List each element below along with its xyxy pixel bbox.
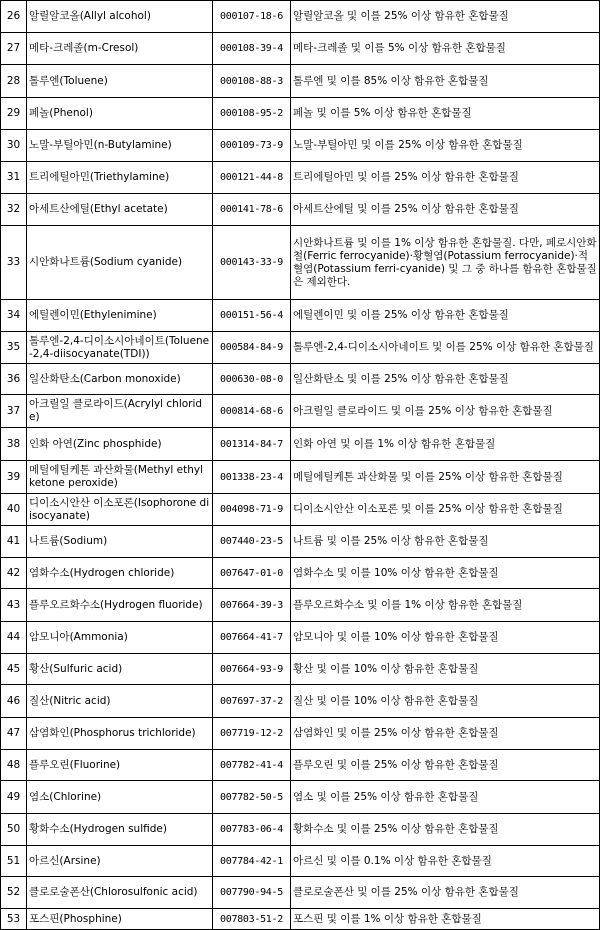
table-row bbox=[1, 718, 600, 750]
table-row bbox=[1, 98, 600, 130]
mixture-description: 플루오린 및 이를 25% 이상 함유한 혼합물질 bbox=[291, 750, 600, 781]
row-number: 52 bbox=[1, 877, 27, 909]
cas-number: 000121-44-8 bbox=[213, 162, 291, 194]
chemical-name: 디이소시안산 이소포론(Isophorone diisocyanate) bbox=[27, 494, 213, 526]
row-number: 38 bbox=[1, 428, 27, 461]
chemical-name: 아세트산에틸(Ethyl acetate) bbox=[27, 194, 213, 226]
chemical-name: 트리에틸아민(Triethylamine) bbox=[27, 162, 213, 194]
mixture-description: 아크릴일 클로라이드 및 이를 25% 이상 함유한 혼합물질 bbox=[291, 395, 600, 428]
row-number: 48 bbox=[1, 750, 27, 781]
cas-number: 000108-88-3 bbox=[213, 65, 291, 98]
table-row bbox=[1, 781, 600, 814]
table-row bbox=[1, 332, 600, 364]
mixture-description: 알릴알코올 및 이를 25% 이상 함유한 혼합물질 bbox=[291, 1, 600, 33]
row-number: 46 bbox=[1, 685, 27, 718]
row-number: 51 bbox=[1, 846, 27, 877]
table-row bbox=[1, 194, 600, 226]
table-row bbox=[1, 428, 600, 461]
row-number: 43 bbox=[1, 589, 27, 622]
chemical-name: 일산화탄소(Carbon monoxide) bbox=[27, 364, 213, 395]
row-number: 32 bbox=[1, 194, 27, 226]
cas-number: 007803-51-2 bbox=[213, 909, 291, 930]
cas-number: 007664-41-7 bbox=[213, 622, 291, 654]
cas-number: 000584-84-9 bbox=[213, 332, 291, 364]
mixture-description: 일산화탄소 및 이를 25% 이상 함유한 혼합물질 bbox=[291, 364, 600, 395]
mixture-description: 톨루엔-2,4-디이소시아네이트 및 이를 25% 이상 함유한 혼합물질 bbox=[291, 332, 600, 364]
row-number: 37 bbox=[1, 395, 27, 428]
mixture-description: 트리에틸아민 및 이를 25% 이상 함유한 혼합물질 bbox=[291, 162, 600, 194]
chemical-name: 메틸에틸케톤 과산화물(Methyl ethyl ketone peroxide) bbox=[27, 461, 213, 494]
table-row bbox=[1, 558, 600, 589]
cas-number: 007664-93-9 bbox=[213, 654, 291, 685]
table-row bbox=[1, 750, 600, 781]
chemical-name: 플루오린(Fluorine) bbox=[27, 750, 213, 781]
row-number: 33 bbox=[1, 226, 27, 300]
mixture-description: 아르신 및 이를 0.1% 이상 함유한 혼합물질 bbox=[291, 846, 600, 877]
cas-number: 007790-94-5 bbox=[213, 877, 291, 909]
table-row bbox=[1, 622, 600, 654]
chemical-name: 삼염화인(Phosphorus trichloride) bbox=[27, 718, 213, 750]
row-number: 36 bbox=[1, 364, 27, 395]
cas-number: 000630-08-0 bbox=[213, 364, 291, 395]
cas-number: 007782-50-5 bbox=[213, 781, 291, 814]
chemical-name: 메타-크레졸(m-Cresol) bbox=[27, 33, 213, 65]
chemical-name: 암모니아(Ammonia) bbox=[27, 622, 213, 654]
chemical-name: 질산(Nitric acid) bbox=[27, 685, 213, 718]
table-row bbox=[1, 685, 600, 718]
cas-number: 007719-12-2 bbox=[213, 718, 291, 750]
cas-number: 000108-39-4 bbox=[213, 33, 291, 65]
row-number: 39 bbox=[1, 461, 27, 494]
cas-number: 000107-18-6 bbox=[213, 1, 291, 33]
row-number: 44 bbox=[1, 622, 27, 654]
mixture-description: 포스핀 및 이를 1% 이상 함유한 혼합물질 bbox=[291, 909, 600, 930]
chemical-name: 클로로술폰산(Chlorosulfonic acid) bbox=[27, 877, 213, 909]
table-row bbox=[1, 877, 600, 909]
cas-number: 004098-71-9 bbox=[213, 494, 291, 526]
row-number: 49 bbox=[1, 781, 27, 814]
table-row bbox=[1, 1, 600, 33]
table-row bbox=[1, 461, 600, 494]
row-number: 45 bbox=[1, 654, 27, 685]
cas-number: 007783-06-4 bbox=[213, 814, 291, 846]
cas-number: 000141-78-6 bbox=[213, 194, 291, 226]
row-number: 35 bbox=[1, 332, 27, 364]
row-number: 47 bbox=[1, 718, 27, 750]
table-row bbox=[1, 364, 600, 395]
cas-number: 007440-23-5 bbox=[213, 526, 291, 558]
mixture-description: 톨루엔 및 이를 85% 이상 함유한 혼합물질 bbox=[291, 65, 600, 98]
mixture-description: 에틸렌이민 및 이를 25% 이상 함유한 혼합물질 bbox=[291, 300, 600, 332]
row-number: 28 bbox=[1, 65, 27, 98]
mixture-description: 메틸에틸케톤 과산화물 및 이를 25% 이상 함유한 혼합물질 bbox=[291, 461, 600, 494]
chemical-name: 플루오르화수소(Hydrogen fluoride) bbox=[27, 589, 213, 622]
chemical-name: 인화 아연(Zinc phosphide) bbox=[27, 428, 213, 461]
cas-number: 000109-73-9 bbox=[213, 130, 291, 162]
chemical-name: 포스핀(Phosphine) bbox=[27, 909, 213, 930]
mixture-description: 황화수소 및 이를 25% 이상 함유한 혼합물질 bbox=[291, 814, 600, 846]
chemical-name: 에틸렌이민(Ethylenimine) bbox=[27, 300, 213, 332]
mixture-description: 황산 및 이를 10% 이상 함유한 혼합물질 bbox=[291, 654, 600, 685]
mixture-description: 나트륨 및 이를 25% 이상 함유한 혼합물질 bbox=[291, 526, 600, 558]
cas-number: 007784-42-1 bbox=[213, 846, 291, 877]
mixture-description: 메타-크레졸 및 이를 5% 이상 함유한 혼합물질 bbox=[291, 33, 600, 65]
chemical-name: 시안화나트륨(Sodium cyanide) bbox=[27, 226, 213, 300]
row-number: 27 bbox=[1, 33, 27, 65]
chemical-name: 노말-부틸아민(n-Butylamine) bbox=[27, 130, 213, 162]
table-row bbox=[1, 846, 600, 877]
mixture-description: 시안화나트륨 및 이를 1% 이상 함유한 혼합물질. 다만, 페로시안화철(Ferric ferrocyanide)·황혈염(Potassium ferrocyanide)·적혈염(Potassium ferri-cyanide) 및 그 중 하나를 함유한 혼합물질은 제외한다. bbox=[291, 226, 600, 300]
table-row bbox=[1, 162, 600, 194]
mixture-description: 아세트산에틸 및 이를 25% 이상 함유한 혼합물질 bbox=[291, 194, 600, 226]
chemical-name: 염화수소(Hydrogen chloride) bbox=[27, 558, 213, 589]
chemical-name: 황산(Sulfuric acid) bbox=[27, 654, 213, 685]
row-number: 26 bbox=[1, 1, 27, 33]
mixture-description: 질산 및 이를 10% 이상 함유한 혼합물질 bbox=[291, 685, 600, 718]
mixture-description: 클로로술폰산 및 이를 25% 이상 함유한 혼합물질 bbox=[291, 877, 600, 909]
cas-number: 000108-95-2 bbox=[213, 98, 291, 130]
row-number: 40 bbox=[1, 494, 27, 526]
mixture-description: 노말-부틸아민 및 이를 25% 이상 함유한 혼합물질 bbox=[291, 130, 600, 162]
row-number: 34 bbox=[1, 300, 27, 332]
table-row bbox=[1, 589, 600, 622]
table-row bbox=[1, 33, 600, 65]
table-row bbox=[1, 65, 600, 98]
chemical-name: 아르신(Arsine) bbox=[27, 846, 213, 877]
chemical-name: 황화수소(Hydrogen sulfide) bbox=[27, 814, 213, 846]
cas-number: 000151-56-4 bbox=[213, 300, 291, 332]
cas-number: 007647-01-0 bbox=[213, 558, 291, 589]
chemical-name: 염소(Chlorine) bbox=[27, 781, 213, 814]
table-row bbox=[1, 226, 600, 300]
chemical-name: 톨루엔(Toluene) bbox=[27, 65, 213, 98]
table-row bbox=[1, 395, 600, 428]
cas-number: 007782-41-4 bbox=[213, 750, 291, 781]
table-row bbox=[1, 300, 600, 332]
cas-number: 000814-68-6 bbox=[213, 395, 291, 428]
cas-number: 001338-23-4 bbox=[213, 461, 291, 494]
table-row bbox=[1, 130, 600, 162]
cas-number: 001314-84-7 bbox=[213, 428, 291, 461]
chemical-name: 나트륨(Sodium) bbox=[27, 526, 213, 558]
mixture-description: 염소 및 이를 25% 이상 함유한 혼합물질 bbox=[291, 781, 600, 814]
row-number: 42 bbox=[1, 558, 27, 589]
row-number: 53 bbox=[1, 909, 27, 930]
row-number: 50 bbox=[1, 814, 27, 846]
cas-number: 007664-39-3 bbox=[213, 589, 291, 622]
chemical-name: 톨루엔-2,4-디이소시아네이트(Toluene-2,4-diisocyanate(TDI)) bbox=[27, 332, 213, 364]
row-number: 31 bbox=[1, 162, 27, 194]
mixture-description: 염화수소 및 이를 10% 이상 함유한 혼합물질 bbox=[291, 558, 600, 589]
mixture-description: 암모니아 및 이를 10% 이상 함유한 혼합물질 bbox=[291, 622, 600, 654]
mixture-description: 인화 아연 및 이를 1% 이상 함유한 혼합물질 bbox=[291, 428, 600, 461]
table-row bbox=[1, 814, 600, 846]
cas-number: 000143-33-9 bbox=[213, 226, 291, 300]
chemical-name: 알릴알코올(Allyl alcohol) bbox=[27, 1, 213, 33]
row-number: 29 bbox=[1, 98, 27, 130]
mixture-description: 삼염화인 및 이를 25% 이상 함유한 혼합물질 bbox=[291, 718, 600, 750]
chemical-name: 페놀(Phenol) bbox=[27, 98, 213, 130]
cas-number: 007697-37-2 bbox=[213, 685, 291, 718]
row-number: 41 bbox=[1, 526, 27, 558]
chemical-name: 아크릴일 클로라이드(Acrylyl chloride) bbox=[27, 395, 213, 428]
table-row bbox=[1, 909, 600, 930]
mixture-description: 디이소시안산 이소포론 및 이를 25% 이상 함유한 혼합물질 bbox=[291, 494, 600, 526]
table-row bbox=[1, 654, 600, 685]
mixture-description: 플루오르화수소 및 이를 1% 이상 함유한 혼합물질 bbox=[291, 589, 600, 622]
row-number: 30 bbox=[1, 130, 27, 162]
mixture-description: 페놀 및 이를 5% 이상 함유한 혼합물질 bbox=[291, 98, 600, 130]
table-row bbox=[1, 526, 600, 558]
table-row bbox=[1, 494, 600, 526]
